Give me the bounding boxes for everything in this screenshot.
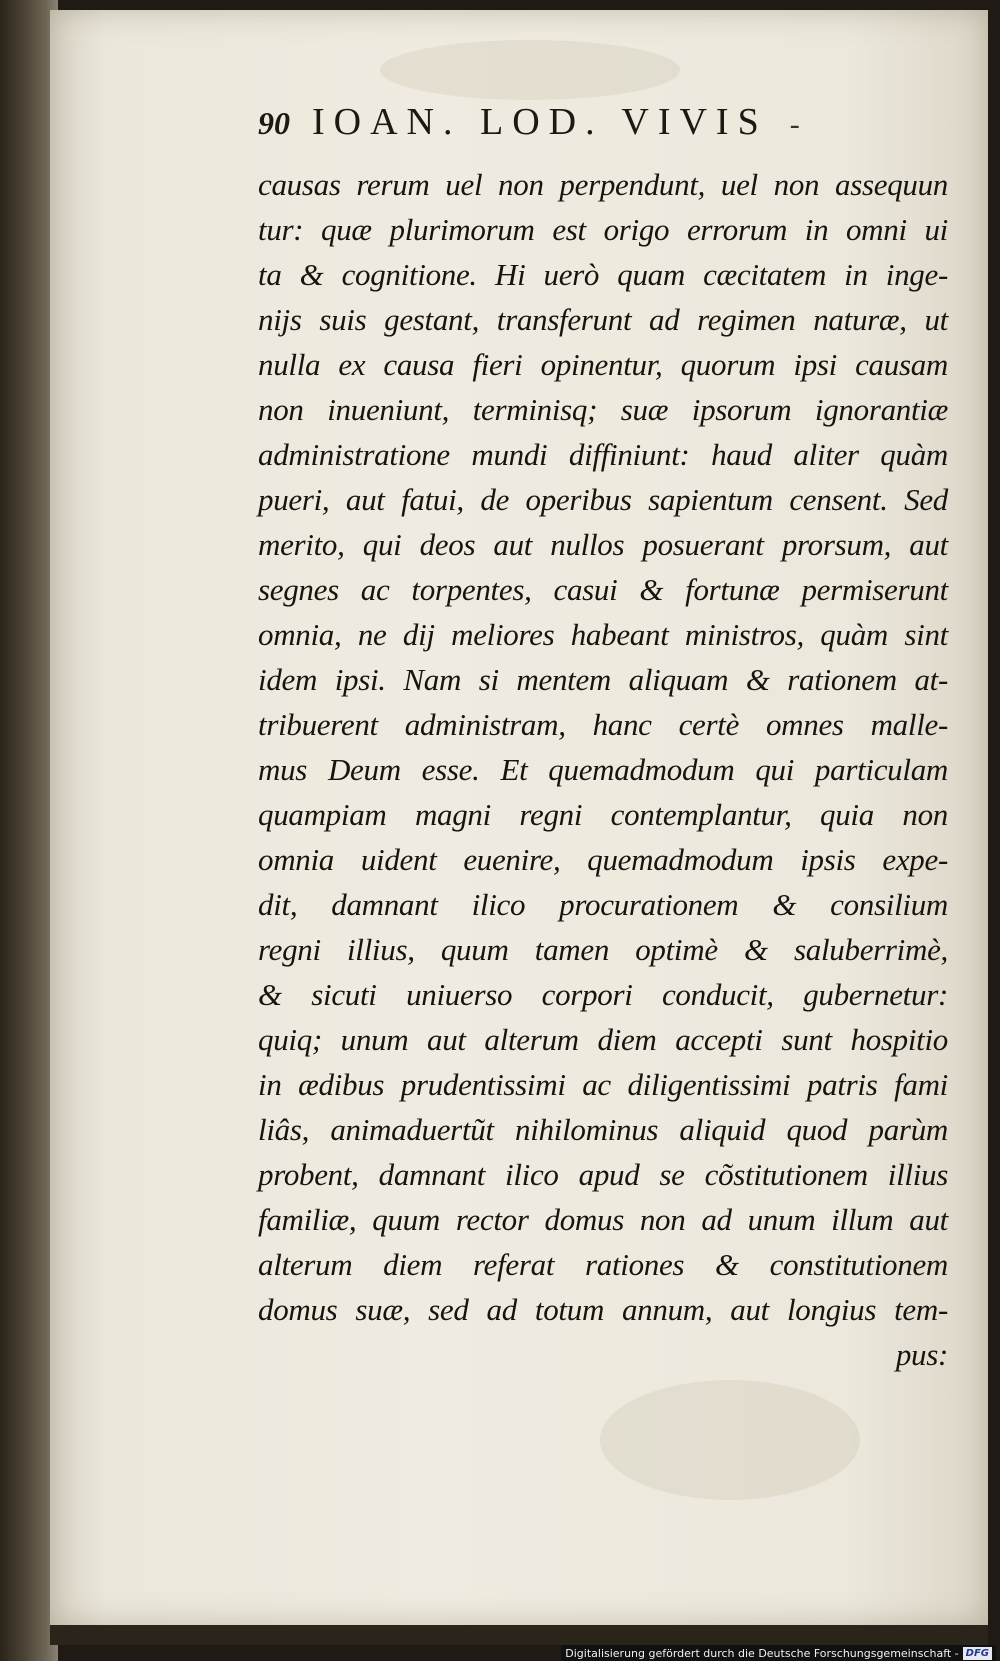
text-line: in ædibus prudentissimi ac diligentissimi patris fami xyxy=(258,1067,948,1102)
text-line: administratione mundi diffiniunt: haud aliter quàm xyxy=(258,437,948,472)
catchword: pus: xyxy=(895,1337,948,1372)
dfg-logo: DFG xyxy=(963,1647,992,1660)
text-line: nulla ex causa fieri opinentur, quorum ipsi causam xyxy=(258,347,948,382)
text-line: domus suæ, sed ad totum annum, aut longius tem- xyxy=(258,1292,948,1327)
body-text xyxy=(258,162,948,1377)
paper-stain xyxy=(380,40,680,100)
header-dash: - xyxy=(789,108,800,141)
text-line: non inueniunt, terminisq; suæ ipsorum ignorantiæ xyxy=(258,392,948,427)
credit-text: Digitalisierung gefördert durch die Deutsche Forschungsgemeinschaft - xyxy=(565,1646,959,1660)
text-line: ta & cognitione. Hi uerò quam cæcitatem in inge- xyxy=(258,257,948,292)
text-line: nijs suis gestant, transferunt ad regimen naturæ, ut xyxy=(258,302,948,337)
page-bottom-edge xyxy=(50,1625,988,1645)
text-line: tribuerent administram, hanc certè omnes malle- xyxy=(258,707,948,742)
text-line: merito, qui deos aut nullos posuerant prorsum, aut xyxy=(258,527,948,562)
text-line: omnia uident euenire, quemadmodum ipsis expe- xyxy=(258,842,948,877)
text-line: mus Deum esse. Et quemadmodum qui particulam xyxy=(258,752,948,787)
text-line: pueri, aut fatui, de operibus sapientum censent. Sed xyxy=(258,482,948,517)
text-line: quiq; unum aut alterum diem accepti sunt hospitio xyxy=(258,1022,948,1057)
text-line: familiæ, quum rector domus non ad unum illum aut xyxy=(258,1202,948,1237)
text-line: tur: quæ plurimorum est origo errorum in omni ui xyxy=(258,212,948,247)
text-line: alterum diem referat rationes & constitutionem xyxy=(258,1247,948,1282)
text-line: segnes ac torpentes, casui & fortunæ permiserunt xyxy=(258,572,948,607)
text-line: probent, damnant ilico apud se cõstitutionem illius xyxy=(258,1157,948,1192)
text-line: omnia, ne dij meliores habeant ministros, quàm sint xyxy=(258,617,948,652)
text-line: liâs, animaduertũt nihilominus aliquid quod parùm xyxy=(258,1112,948,1147)
text-line: regni illius, quum tamen optimè & saluberrimè, xyxy=(258,932,948,967)
paper-stain xyxy=(600,1380,860,1500)
text-line: dit, damnant ilico procurationem & consilium xyxy=(258,887,948,922)
running-header xyxy=(258,100,918,156)
running-title: IOAN. LOD. VIVIS xyxy=(312,101,768,143)
text-line: idem ipsi. Nam si mentem aliquam & rationem at- xyxy=(258,662,948,697)
text-line: & sicuti uniuerso corpori conducit, gubernetur: xyxy=(258,977,948,1012)
text-line: causas rerum uel non perpendunt, uel non assequun xyxy=(258,167,948,202)
digitization-credit xyxy=(561,1645,996,1661)
text-line: quampiam magni regni contemplantur, quia non xyxy=(258,797,948,832)
page-number: 90 xyxy=(258,105,290,141)
